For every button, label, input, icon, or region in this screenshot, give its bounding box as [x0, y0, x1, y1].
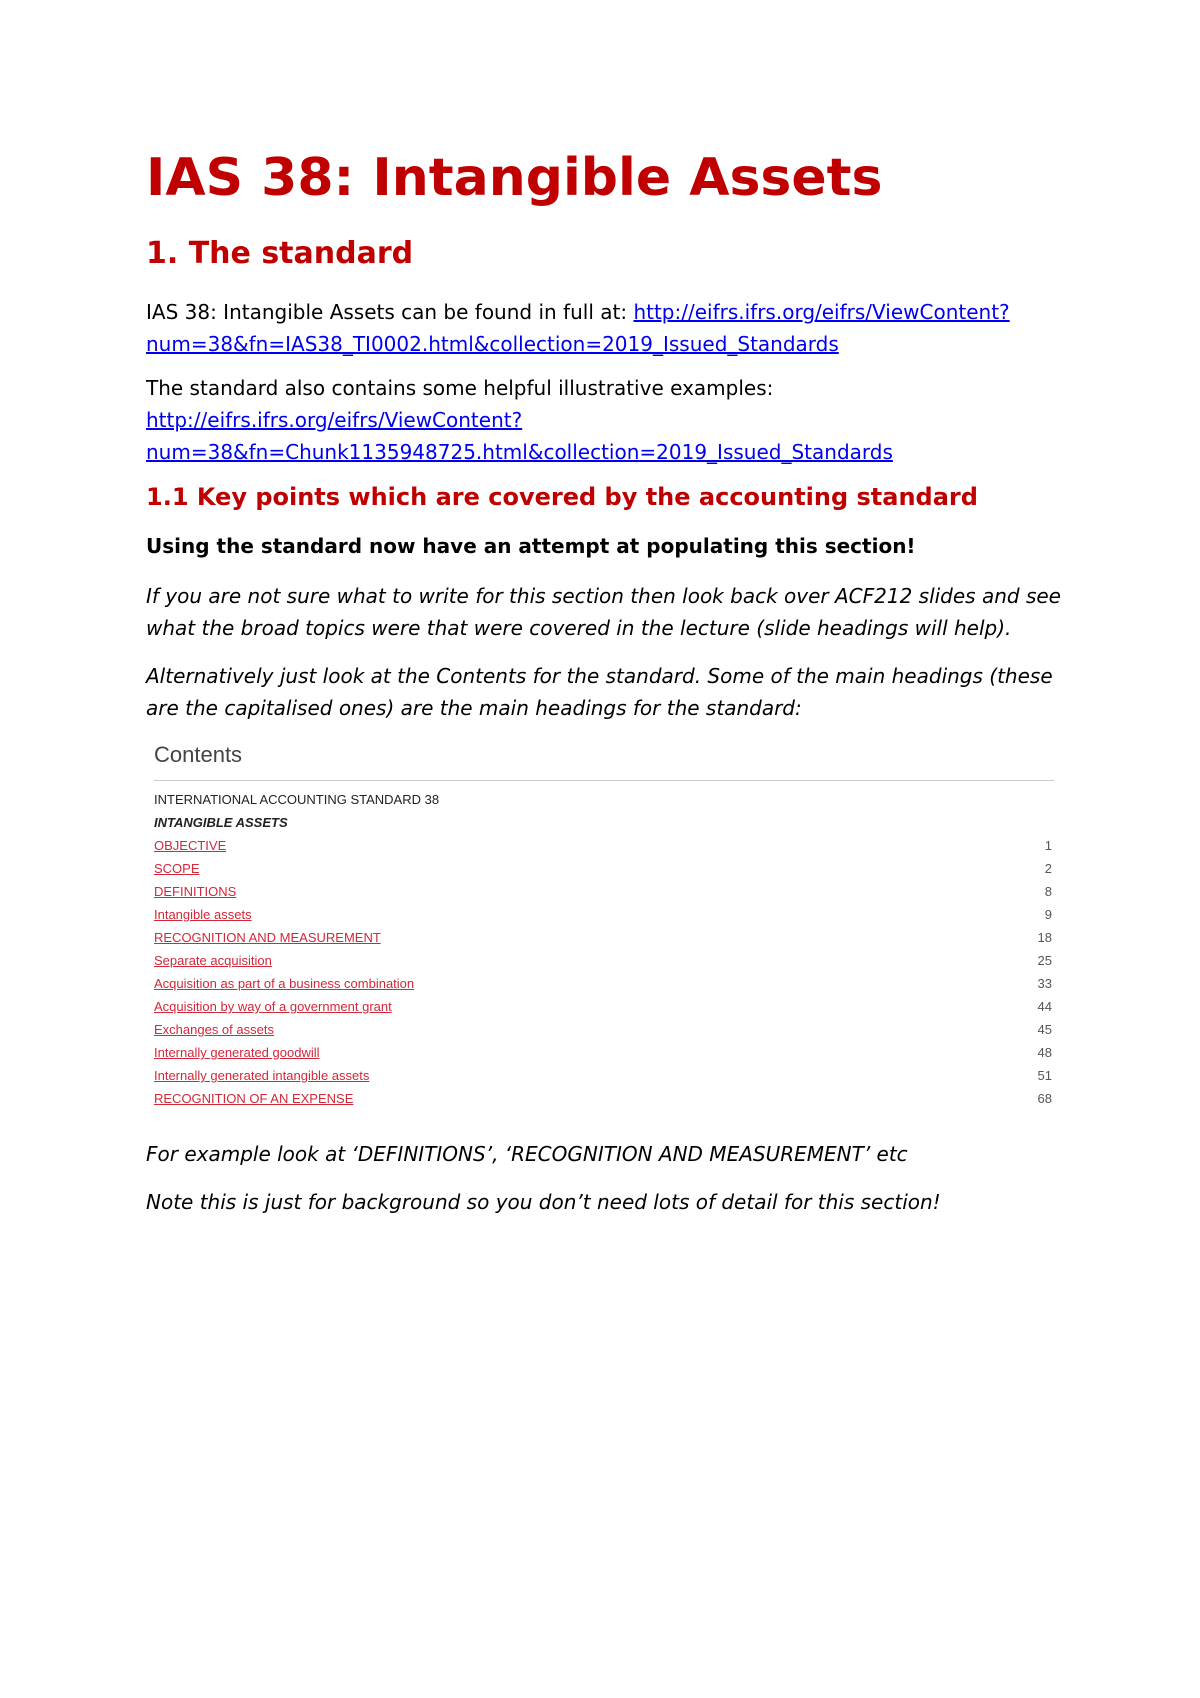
- document-title: IAS 38: Intangible Assets: [146, 148, 883, 208]
- toc-paragraph-number: 45: [1037, 1022, 1052, 1037]
- toc-paragraph-number: 68: [1037, 1091, 1052, 1106]
- paragraph-illustrative-examples: [146, 372, 1066, 468]
- toc-paragraph-number: 18: [1037, 930, 1052, 945]
- toc-row[interactable]: [154, 953, 1052, 973]
- paragraph-hint-slides-line2: what the broad topics were that were covered in the lecture (slide headings will help).: [146, 616, 1012, 640]
- paragraph-hint-contents: [146, 660, 1066, 724]
- toc-row[interactable]: [154, 1022, 1052, 1042]
- paragraph-full-standard: [146, 296, 1066, 360]
- toc-link[interactable]: Acquisition as part of a business combination: [154, 976, 415, 991]
- toc-paragraph-number: 25: [1037, 953, 1052, 968]
- toc-row[interactable]: [154, 1068, 1052, 1088]
- toc-row[interactable]: [154, 907, 1052, 927]
- toc-row[interactable]: [154, 1045, 1052, 1065]
- contents-subtitle-line: INTANGIBLE ASSETS: [154, 815, 288, 830]
- standard-link-line2: num=38&fn=IAS38_TI0002.html&collection=2019_Issued_Standards: [146, 332, 839, 356]
- paragraph-instruction: Using the standard now have an attempt at populating this section!: [146, 534, 916, 558]
- paragraph-full-standard-text: IAS 38: Intangible Assets can be found in full at:: [146, 300, 634, 324]
- paragraph-hint-contents-line1: Alternatively just look at the Contents for the standard. Some of the main headings (these: [146, 664, 1053, 688]
- toc-row[interactable]: [154, 999, 1052, 1019]
- toc-link[interactable]: Acquisition by way of a government grant: [154, 999, 392, 1014]
- paragraph-illustrative-examples-text: The standard also contains some helpful illustrative examples:: [146, 376, 774, 400]
- paragraph-hint-contents-line2: are the capitalised ones) are the main headings for the standard:: [146, 696, 802, 720]
- toc-link[interactable]: Exchanges of assets: [154, 1022, 274, 1037]
- toc-paragraph-number: 48: [1037, 1045, 1052, 1060]
- illustrative-examples-link[interactable]: [146, 408, 893, 464]
- toc-paragraph-number: 33: [1037, 976, 1052, 991]
- toc-link[interactable]: Internally generated goodwill: [154, 1045, 320, 1060]
- toc-link[interactable]: RECOGNITION AND MEASUREMENT: [154, 930, 381, 945]
- contents-divider: [154, 780, 1054, 781]
- toc-row[interactable]: [154, 1091, 1052, 1111]
- toc-paragraph-number: 51: [1037, 1068, 1052, 1083]
- contents-standard-line: INTERNATIONAL ACCOUNTING STANDARD 38: [154, 792, 440, 807]
- toc-paragraph-number: 44: [1037, 999, 1052, 1014]
- standard-link-line1: http://eifrs.ifrs.org/eifrs/ViewContent?: [633, 300, 1010, 324]
- toc-link[interactable]: OBJECTIVE: [154, 838, 227, 853]
- paragraph-hint-slides: [146, 580, 1066, 644]
- toc-row[interactable]: [154, 930, 1052, 950]
- illustrative-link-line1: http://eifrs.ifrs.org/eifrs/ViewContent?: [146, 408, 523, 432]
- section-heading-the-standard: 1. The standard: [146, 236, 414, 271]
- contents-title: Contents: [154, 742, 243, 767]
- toc-link[interactable]: DEFINITIONS: [154, 884, 237, 899]
- toc-link[interactable]: Intangible assets: [154, 907, 252, 922]
- toc-paragraph-number: 9: [1044, 907, 1052, 922]
- toc-paragraph-number: 8: [1044, 884, 1052, 899]
- toc-link[interactable]: Separate acquisition: [154, 953, 272, 968]
- toc-row[interactable]: [154, 838, 1052, 858]
- paragraph-example: For example look at ‘DEFINITIONS’, ‘RECOGNITION AND MEASUREMENT’ etc: [146, 1142, 908, 1166]
- toc-paragraph-number: 1: [1044, 838, 1052, 853]
- toc-link[interactable]: RECOGNITION OF AN EXPENSE: [154, 1091, 354, 1106]
- toc-row[interactable]: [154, 884, 1052, 904]
- section-heading-key-points: 1.1 Key points which are covered by the accounting standard: [146, 483, 978, 511]
- toc-link[interactable]: Internally generated intangible assets: [154, 1068, 370, 1083]
- toc-paragraph-number: 2: [1044, 861, 1052, 876]
- illustrative-link-line2: num=38&fn=Chunk1135948725.html&collection=2019_Issued_Standards: [146, 440, 893, 464]
- toc-row[interactable]: [154, 976, 1052, 996]
- toc-link[interactable]: SCOPE: [154, 861, 200, 876]
- paragraph-hint-slides-line1: If you are not sure what to write for this section then look back over ACF212 slides and see: [146, 584, 1061, 608]
- paragraph-note: Note this is just for background so you don’t need lots of detail for this section!: [146, 1190, 941, 1214]
- toc-row[interactable]: [154, 861, 1052, 881]
